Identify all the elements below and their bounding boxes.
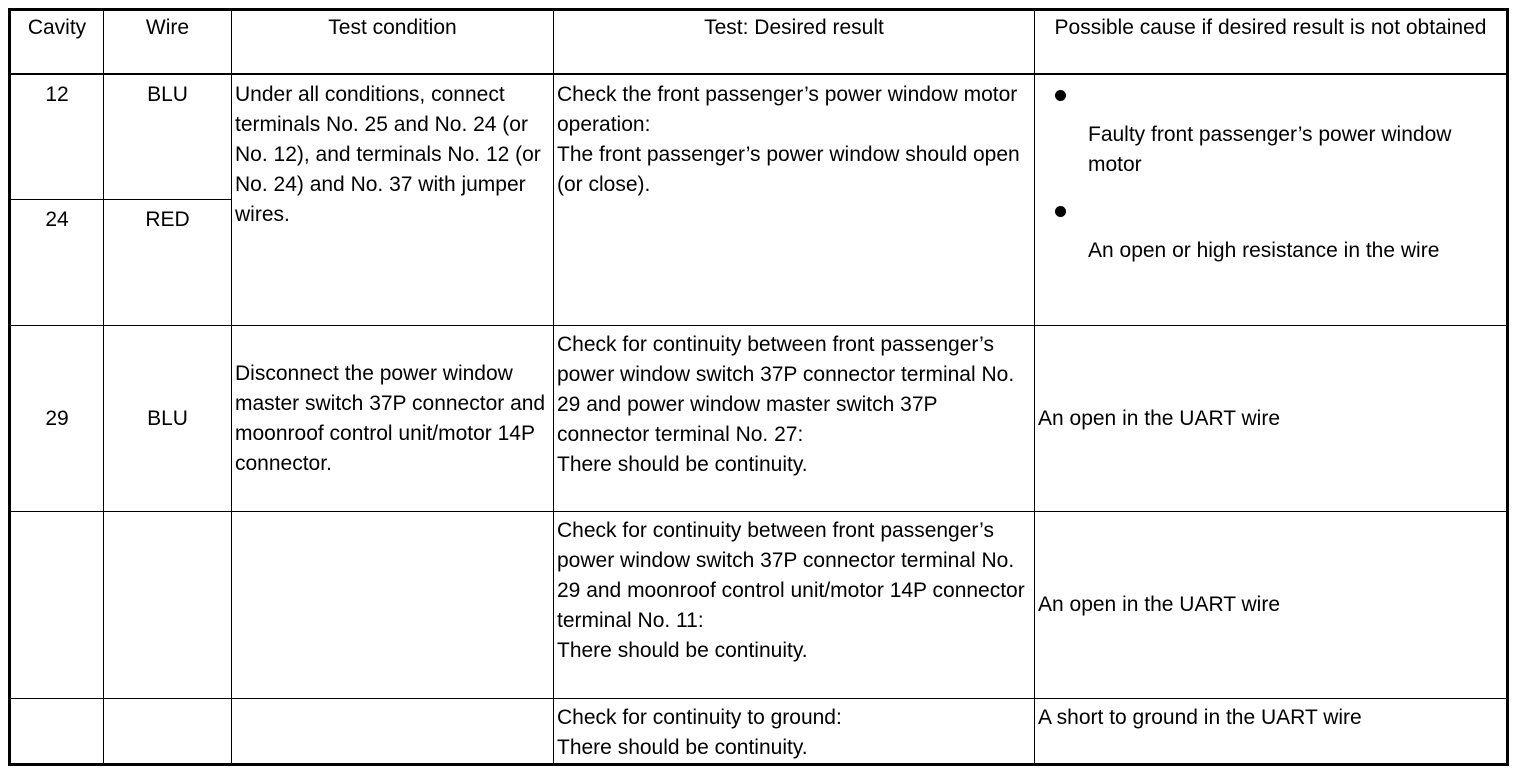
header-wire: Wire: [104, 10, 232, 74]
desired-result-cell: [554, 326, 1035, 512]
desired-result-expectation: There should be continuity.: [557, 453, 808, 476]
wire-color-cell: RED: [104, 200, 232, 326]
test-condition-cell: Under all conditions, connect terminals No. 25 and No. 24 (or No. 12), and terminals No. 12 (or No. 24) and No. 37 with jumper wires.: [232, 74, 554, 326]
desired-result-cell: [554, 699, 1035, 765]
desired-result-instruction: Check for continuity to ground:: [557, 706, 842, 729]
test-condition-cell: Disconnect the power window master switch 37P connector and moonroof control unit/motor 14P connector.: [232, 326, 554, 512]
cavity-cell: 24: [10, 200, 104, 326]
cause-bullet-item: [1038, 80, 1503, 180]
desired-result-instruction: Check for continuity between front passenger’s power window switch 37P connector terminal No. 29 and power window master switch 37P connector terminal No. 27:: [557, 333, 1015, 446]
possible-cause-cell: An open in the UART wire: [1035, 326, 1508, 512]
possible-cause-cell: An open in the UART wire: [1035, 512, 1508, 699]
test-condition-cell: [232, 699, 554, 765]
possible-cause-cell: A short to ground in the UART wire: [1035, 699, 1508, 765]
desired-result-expectation: The front passenger’s power window should open (or close).: [557, 142, 1020, 196]
cavity-cell: 12: [10, 74, 104, 200]
desired-result-expectation: There should be continuity.: [557, 639, 808, 662]
header-test-condition: Test condition: [232, 10, 554, 74]
cavity-cell: 29: [10, 326, 104, 512]
possible-cause-cell: [1035, 74, 1508, 326]
test-condition-cell: [232, 512, 554, 699]
circuit-test-table: [8, 8, 1509, 766]
header-possible-cause: Possible cause if desired result is not obtained: [1035, 10, 1508, 74]
wire-color-cell: [104, 512, 232, 699]
cause-bullet-item: [1038, 196, 1503, 266]
wire-color-cell: [104, 699, 232, 765]
desired-result-expectation: There should be continuity.: [557, 736, 808, 759]
table-row: [10, 512, 1508, 699]
bullet-icon: [1055, 206, 1066, 217]
desired-result-instruction: Check the front passenger’s power window motor operation:: [557, 82, 1018, 136]
desired-result-instruction: Check for continuity between front passenger’s power window switch 37P connector terminal No. 29 and moonroof control unit/motor 14P connector terminal No. 11:: [557, 519, 1025, 632]
desired-result-cell: [554, 512, 1035, 699]
bullet-icon: [1055, 90, 1066, 101]
table-row: [10, 326, 1508, 512]
table-row: [10, 699, 1508, 765]
header-cavity: Cavity: [10, 10, 104, 74]
wire-color-cell: BLU: [104, 74, 232, 200]
table-row: [10, 74, 1508, 200]
cavity-cell: [10, 512, 104, 699]
wire-color-cell: BLU: [104, 326, 232, 512]
cause-text: Faulty front passenger’s power window motor: [1088, 122, 1452, 176]
cavity-cell: [10, 699, 104, 765]
cause-text: An open or high resistance in the wire: [1088, 238, 1440, 262]
desired-result-cell: [554, 74, 1035, 326]
header-desired-result: Test: Desired result: [554, 10, 1035, 74]
